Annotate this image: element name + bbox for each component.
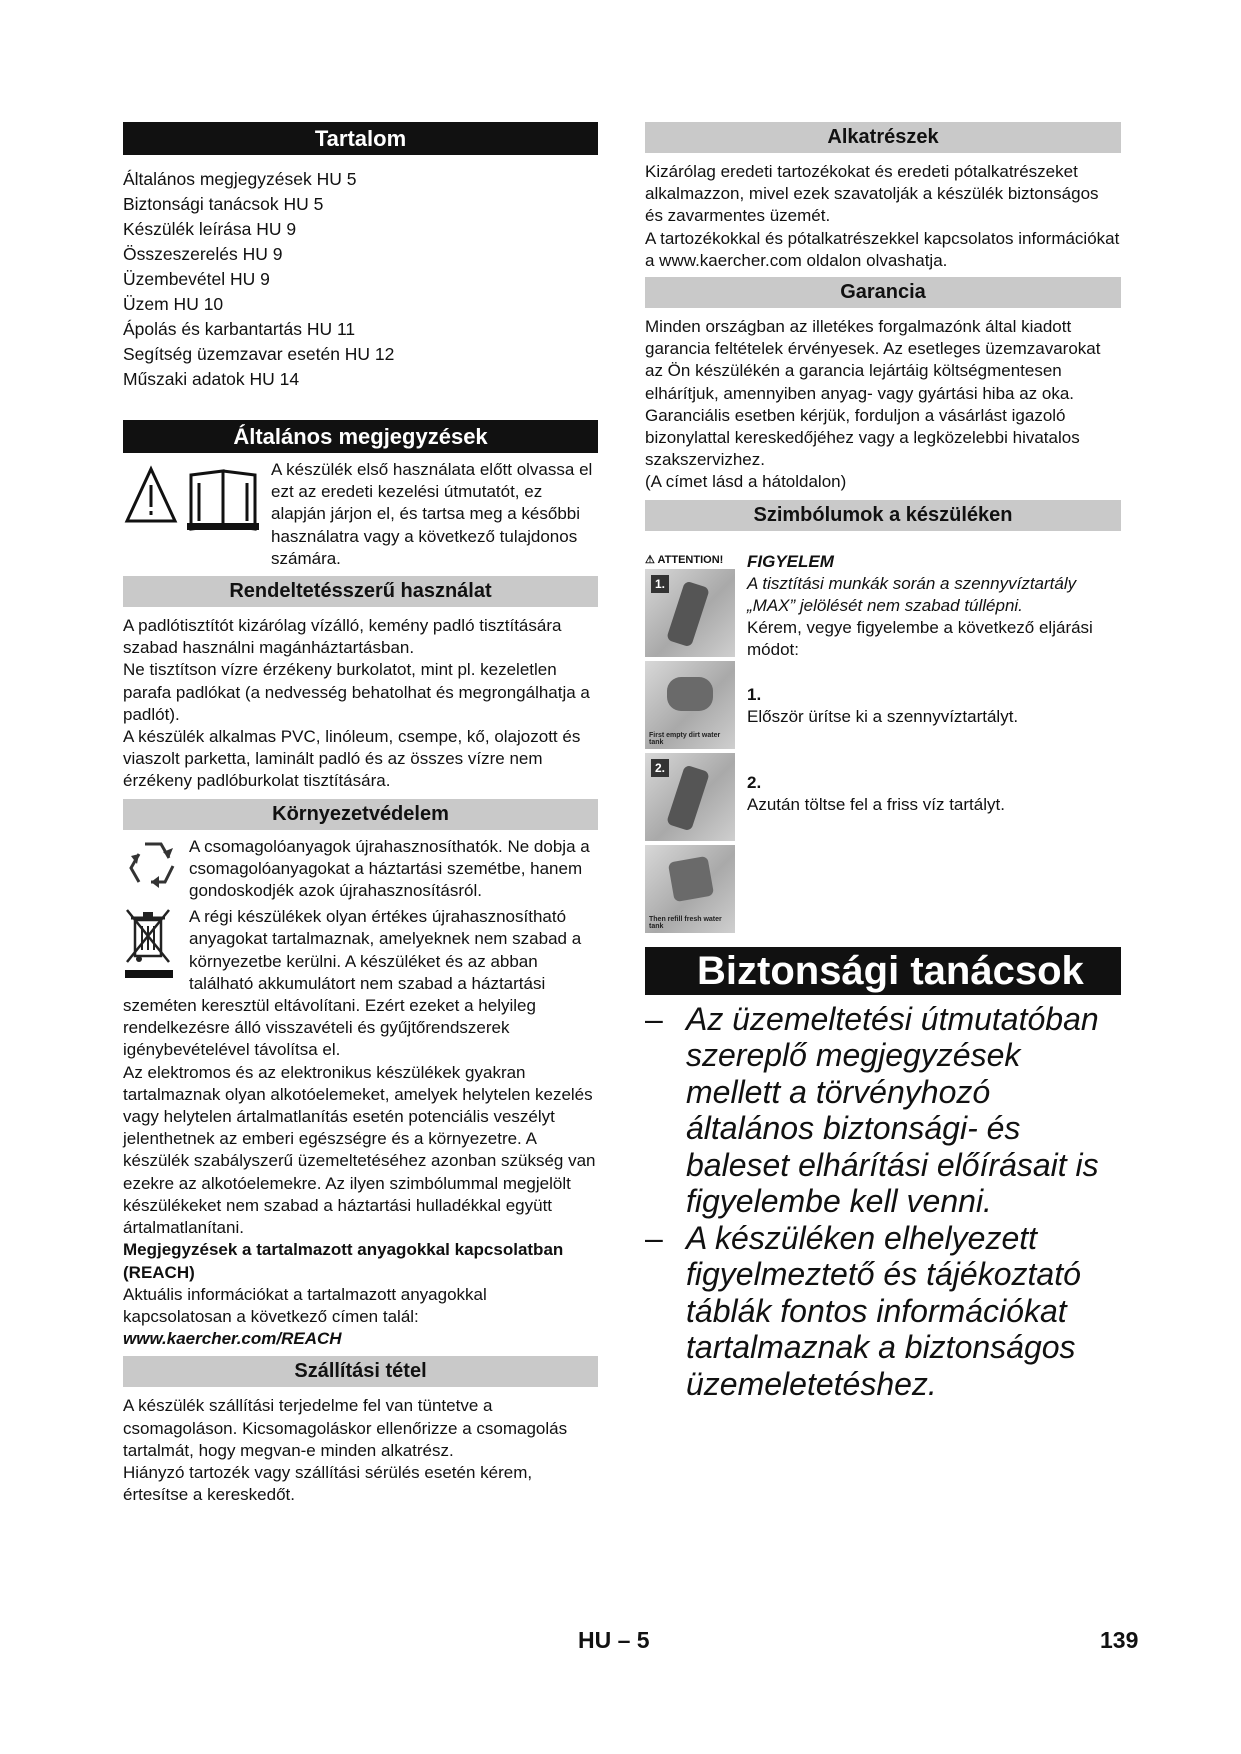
- safety-item: – A készüléken elhelyezett figyelmeztető és tájékoztató táblák fontos információkat tartalmaznak a biztonságos üzemeletetéshez.: [645, 1219, 1081, 1402]
- intended-p3: A készülék alkalmas PVC, linóleum, csempe, kő, olajozott és viaszolt parketta, laminált padló és az összes vízre nem érzékeny padlóburkolat tisztítására.: [123, 727, 581, 791]
- tank-shape: [668, 855, 714, 901]
- step1-text: Először ürítse ki a szennyvíztartályt.: [747, 706, 1019, 726]
- warning-icon: ⚠: [645, 553, 655, 566]
- toc-item[interactable]: Műszaki adatok HU 14: [123, 369, 300, 389]
- step2-number: 2.: [747, 773, 762, 793]
- figyelem-label: FIGYELEM: [747, 551, 834, 571]
- toc-item[interactable]: Általános megjegyzések HU 5: [123, 169, 357, 189]
- device-photo-1: [645, 569, 735, 657]
- delivery-body: [123, 1395, 598, 1506]
- intended-title: Rendeltetésszerű használat: [123, 576, 598, 607]
- delivery-p1: A készülék szállítási terjedelme fel van tüntetve a csomagoláson. Kicsomagoláskor ellenőrizze a csomagolás tartalmát, hogy megvan-e minden alkatrész.: [123, 1396, 568, 1460]
- warranty-body: [645, 316, 1121, 494]
- device-photo-4: [645, 845, 735, 933]
- toc-item[interactable]: Segítség üzemzavar esetén HU 12: [123, 344, 395, 364]
- env-body: [123, 836, 598, 1351]
- env-title: Környezetvédelem: [123, 799, 598, 830]
- parts-body: [645, 161, 1121, 272]
- safety-title: Biztonsági tanácsok: [645, 947, 1121, 995]
- intended-p1: A padlótisztítót kizárólag vízálló, kemény padló tisztítására szabad használni magánháztartásban.: [123, 616, 562, 658]
- list-dash: –: [645, 1000, 663, 1037]
- device-shape: [666, 580, 710, 647]
- env-p3: Az elektromos és az elektronikus készülékek gyakran tartalmaznak olyan alkotóelemeket, amelyek helytelen kezelés vagy helytelen ártalmatlanítás esetén potenciális veszélyt jelenthetnek az emberi egészségre és a környezetre. A készülék szabályszerű üzemeltetéséhez azonban szükség van ezekre az alkotóelemekre. Az ilyen szimbólummal megjelölt készülékeket nem szabad a háztartási hulladékkal együtt ártalmatlanítani.: [123, 1062, 596, 1238]
- delivery-p2: Hiányzó tartozék vagy szállítási sérülés esetén kérem, értesítse a kereskedőt.: [123, 1462, 533, 1505]
- general-title: Általános megjegyzések: [123, 420, 598, 453]
- procedure-text: Kérem, vegye figyelembe a következő eljárási módot:: [747, 618, 1093, 660]
- crossed-bin-icon: [123, 906, 175, 980]
- device-photo-2: [645, 661, 735, 749]
- attention-label: ⚠ ATTENTION!: [645, 553, 724, 566]
- intended-body: [123, 615, 598, 793]
- toc-list: [123, 167, 598, 392]
- photo-number: 1.: [651, 575, 669, 593]
- toc-item[interactable]: Üzembevétel HU 9: [123, 269, 270, 289]
- warranty-p1: Minden országban az illetékes forgalmazónk által kiadott garancia feltételek érvényesek. Az esetleges üzemzavarokat az Ön készülékén a garancia lejártáig költségmentesen elhárítjuk, amennyiben anyag- vagy gyártási hiba az oka. Garanciális esetben kérjük, forduljon a vásárlást igazoló bizonylattal kereskedőjéhez vagy a legközelebbi hivatalos szakszervizhez.: [645, 317, 1101, 470]
- warning-manual-icon: [123, 463, 271, 535]
- safety-list: [645, 1001, 1121, 1403]
- notice-icons: [123, 459, 271, 539]
- page-number: 139: [1100, 1627, 1139, 1653]
- symbols-title: Szimbólumok a készüléken: [645, 500, 1121, 531]
- env-p1: A csomagolóanyagok újrahasznosíthatók. Ne dobja a csomagolóanyagokat a háztartási szemétbe, hanem gondoskodjék azok újrahasznosításról.: [189, 836, 590, 901]
- recycle-icon: [123, 836, 183, 892]
- step2-text: Azután töltse fel a friss víz tartályt.: [747, 795, 1005, 815]
- toc-item[interactable]: Ápolás és karbantartás HU 11: [123, 319, 356, 339]
- reach-link[interactable]: www.kaercher.com/REACH: [123, 1329, 342, 1349]
- symbols-block: [645, 551, 1121, 937]
- reach-text: Aktuális információkat a tartalmazott anyagokkal kapcsolatosan a következő címen talál:: [123, 1284, 487, 1326]
- photo-number: 2.: [651, 759, 669, 777]
- device-shape: [666, 764, 710, 831]
- parts-title: Alkatrészek: [645, 122, 1121, 153]
- bin-icon-wrap: [123, 906, 185, 985]
- footer-section: HU – 5: [578, 1627, 650, 1653]
- delivery-title: Szállítási tétel: [123, 1356, 598, 1387]
- parts-p1: Kizárólag eredeti tartozékokat és eredeti pótalkatrészeket alkalmazzon, mivel ezek szavatolják a készülék biztonságos és zavarmentes üzemét.: [645, 162, 1099, 226]
- warranty-title: Garancia: [645, 277, 1121, 308]
- toc-item[interactable]: Összeszerelés HU 9: [123, 244, 283, 264]
- general-text: A készülék első használata előtt olvassa el ezt az eredeti kezelési útmutatót, ez alapján járjon el, és tartsa meg a későbbi használatra vagy a következő tulajdonos számára.: [271, 460, 593, 568]
- safety-item: – Az üzemeltetési útmutatóban szereplő megjegyzések mellett a törvényhozó általános biztonsági- és baleset elhárítási előírásait is figyelembe kell venni.: [645, 1000, 1099, 1220]
- toc-item[interactable]: Készülék leírása HU 9: [123, 219, 297, 239]
- tank-shape: [667, 677, 713, 711]
- warranty-p2: (A címet lásd a hátoldalon): [645, 472, 847, 492]
- recycle-icon-wrap: [123, 836, 185, 897]
- photo-caption: First empty dirt water tank: [649, 731, 721, 746]
- toc-title: Tartalom: [123, 122, 598, 155]
- photo-caption: Then refill fresh water tank: [649, 915, 722, 930]
- toc-item[interactable]: Biztonsági tanácsok HU 5: [123, 194, 324, 214]
- symbols-text: [737, 551, 1121, 817]
- general-notice: [123, 459, 598, 570]
- warn-text: A tisztítási munkák során a szennyvíztartály „MAX” jelölését nem szabad túllépni.: [747, 573, 1077, 616]
- list-dash: –: [645, 1219, 663, 1256]
- left-column: [123, 122, 598, 1506]
- right-column: [645, 122, 1121, 1402]
- toc-item[interactable]: Üzem HU 10: [123, 294, 224, 314]
- device-photo-3: [645, 753, 735, 841]
- env-p2: A régi készülékek olyan értékes újrahasznosítható anyagokat tartalmaznak, amelyeknek nem szabad a környezetbe kerülni. A készüléket és az abban található akkumulátort nem szabad a háztartási szeméten keresztül eltávolítani. Ezért ezeket a helyileg rendelkezésre álló visszavételi és gyűjtőrendszerek igénybevételével távolítsa el.: [123, 907, 582, 1060]
- symbols-pictures: [645, 551, 737, 937]
- reach-title: Megjegyzések a tartalmazott anyagokkal kapcsolatban (REACH): [123, 1240, 564, 1282]
- intended-p2: Ne tisztítson vízre érzékeny burkolatot, mint pl. kezeletlen parafa padlókat (a nedvesség behatolhat és megrongálhatja a padlót).: [123, 660, 590, 724]
- step1-number: 1.: [747, 684, 762, 704]
- parts-p2: A tartozékokkal és pótalkatrészekkel kapcsolatos információkat a www.kaercher.com oldalon olvashatja.: [645, 228, 1120, 270]
